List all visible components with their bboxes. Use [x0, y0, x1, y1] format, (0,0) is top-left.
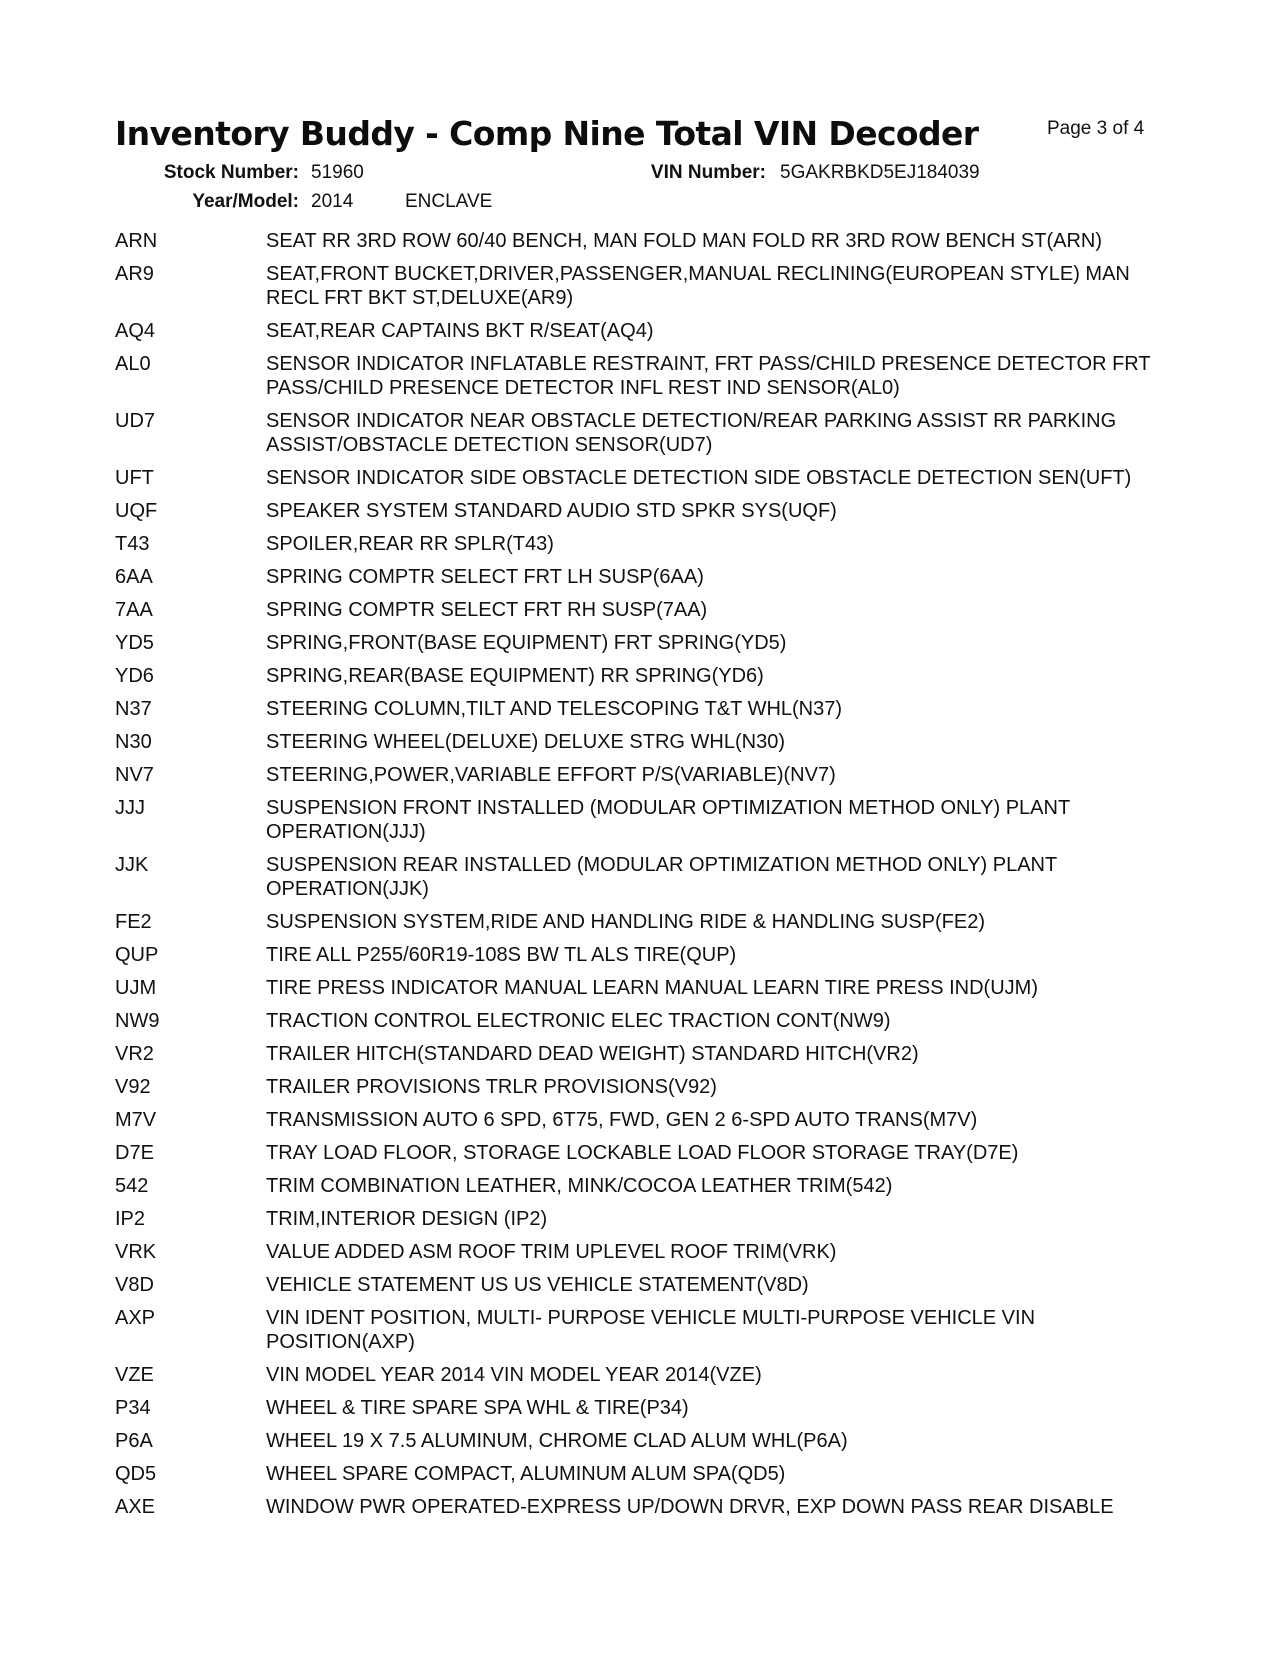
- option-row: [115, 499, 1165, 523]
- option-description: SUSPENSION FRONT INSTALLED (MODULAR OPTIMIZATION METHOD ONLY) PLANT OPERATION(JJJ): [266, 797, 1070, 843]
- option-row: [115, 796, 1165, 844]
- option-description: WINDOW PWR OPERATED-EXPRESS UP/DOWN DRVR, EXP DOWN PASS REAR DISABLE: [266, 1496, 1114, 1518]
- option-row: [115, 352, 1165, 400]
- option-code: QD5: [115, 1463, 157, 1485]
- stock-number-value: 51960: [311, 162, 364, 183]
- option-description: TRANSMISSION AUTO 6 SPD, 6T75, FWD, GEN 2 6-SPD AUTO TRANS(M7V): [266, 1109, 978, 1131]
- option-row: [115, 730, 1165, 754]
- year-model-label: Year/Model:: [192, 191, 299, 212]
- option-code: AQ4: [115, 320, 156, 342]
- option-description: TRIM COMBINATION LEATHER, MINK/COCOA LEATHER TRIM(542): [266, 1175, 893, 1197]
- option-code: AXP: [115, 1307, 156, 1329]
- option-code: AXE: [115, 1496, 156, 1518]
- option-description: STEERING,POWER,VARIABLE EFFORT P/S(VARIABLE)(NV7): [266, 764, 836, 786]
- vin-number-value: 5GAKRBKD5EJ184039: [780, 162, 980, 183]
- option-row: [115, 229, 1165, 253]
- option-description: SEAT,REAR CAPTAINS BKT R/SEAT(AQ4): [266, 320, 654, 342]
- option-description: TRAILER HITCH(STANDARD DEAD WEIGHT) STANDARD HITCH(VR2): [266, 1043, 919, 1065]
- stock-number-label: Stock Number:: [163, 162, 299, 183]
- option-code: UFT: [115, 467, 154, 489]
- option-row: [115, 697, 1165, 721]
- option-description: VIN IDENT POSITION, MULTI- PURPOSE VEHICLE MULTI-PURPOSE VEHICLE VIN POSITION(AXP): [266, 1307, 1036, 1353]
- option-row: [115, 1174, 1165, 1198]
- option-code: FE2: [115, 911, 152, 933]
- option-description: VIN MODEL YEAR 2014 VIN MODEL YEAR 2014(VZE): [266, 1364, 762, 1386]
- option-description: TRAILER PROVISIONS TRLR PROVISIONS(V92): [266, 1076, 717, 1098]
- option-code: D7E: [115, 1142, 154, 1164]
- option-row: [115, 976, 1165, 1000]
- option-description: WHEEL & TIRE SPARE SPA WHL & TIRE(P34): [266, 1397, 689, 1419]
- option-code: VZE: [115, 1364, 154, 1386]
- option-description: TRAY LOAD FLOOR, STORAGE LOCKABLE LOAD FLOOR STORAGE TRAY(D7E): [266, 1142, 1019, 1164]
- option-code-list: [115, 229, 1165, 1537]
- option-description: TIRE ALL P255/60R19-108S BW TL ALS TIRE(QUP): [266, 944, 737, 966]
- option-description: VEHICLE STATEMENT US US VEHICLE STATEMENT(V8D): [266, 1274, 809, 1296]
- option-code: YD6: [115, 665, 154, 687]
- option-row: [115, 1495, 1165, 1519]
- option-code: V8D: [115, 1274, 154, 1296]
- option-description: WHEEL SPARE COMPACT, ALUMINUM ALUM SPA(QD5): [266, 1463, 786, 1485]
- option-row: [115, 1009, 1165, 1033]
- option-description: SPRING COMPTR SELECT FRT RH SUSP(7AA): [266, 599, 708, 621]
- option-row: [115, 1240, 1165, 1264]
- option-row: [115, 565, 1165, 589]
- option-code: YD5: [115, 632, 154, 654]
- option-description: SEAT RR 3RD ROW 60/40 BENCH, MAN FOLD MAN FOLD RR 3RD ROW BENCH ST(ARN): [266, 230, 1103, 252]
- option-code: VR2: [115, 1043, 154, 1065]
- option-row: [115, 409, 1165, 457]
- option-code: AL0: [115, 353, 151, 375]
- option-code: P34: [115, 1397, 151, 1419]
- option-row: [115, 262, 1165, 310]
- option-description: STEERING WHEEL(DELUXE) DELUXE STRG WHL(N30): [266, 731, 785, 753]
- option-code: 6AA: [115, 566, 153, 588]
- option-row: [115, 1363, 1165, 1387]
- option-description: SENSOR INDICATOR INFLATABLE RESTRAINT, FRT PASS/CHILD PRESENCE DETECTOR FRT PASS/CHILD PRESENCE DETECTOR INFL REST IND SENSOR(AL0): [266, 353, 1151, 399]
- option-code: P6A: [115, 1430, 153, 1452]
- option-code: QUP: [115, 944, 159, 966]
- option-description: SEAT,FRONT BUCKET,DRIVER,PASSENGER,MANUAL RECLINING(EUROPEAN STYLE) MAN RECL FRT BKT ST,DELUXE(AR9): [266, 263, 1130, 309]
- option-description: SPRING,REAR(BASE EQUIPMENT) RR SPRING(YD6): [266, 665, 764, 687]
- option-row: [115, 910, 1165, 934]
- option-row: [115, 319, 1165, 343]
- option-code: NW9: [115, 1010, 160, 1032]
- option-code: JJJ: [115, 797, 145, 819]
- option-row: [115, 853, 1165, 901]
- option-code: NV7: [115, 764, 154, 786]
- option-code: 7AA: [115, 599, 153, 621]
- option-code: ARN: [115, 230, 158, 252]
- option-row: [115, 598, 1165, 622]
- vin-number-label: VIN Number:: [650, 162, 766, 183]
- option-code: VRK: [115, 1241, 157, 1263]
- option-description: SPEAKER SYSTEM STANDARD AUDIO STD SPKR SYS(UQF): [266, 500, 837, 522]
- option-row: [115, 466, 1165, 490]
- option-description: SENSOR INDICATOR SIDE OBSTACLE DETECTION SIDE OBSTACLE DETECTION SEN(UFT): [266, 467, 1132, 489]
- option-row: [115, 1306, 1165, 1354]
- year-value: 2014: [311, 191, 354, 212]
- option-code: V92: [115, 1076, 151, 1098]
- option-row: [115, 1273, 1165, 1297]
- option-code: N30: [115, 731, 152, 753]
- option-description: SPRING COMPTR SELECT FRT LH SUSP(6AA): [266, 566, 704, 588]
- option-code: IP2: [115, 1208, 146, 1230]
- option-description: SUSPENSION SYSTEM,RIDE AND HANDLING RIDE & HANDLING SUSP(FE2): [266, 911, 986, 933]
- option-code: JJK: [115, 854, 149, 876]
- option-code: UJM: [115, 977, 157, 999]
- option-description: SPOILER,REAR RR SPLR(T43): [266, 533, 554, 555]
- option-row: [115, 1108, 1165, 1132]
- option-row: [115, 1141, 1165, 1165]
- option-row: [115, 1429, 1165, 1453]
- option-description: TRIM,INTERIOR DESIGN (IP2): [266, 1208, 548, 1230]
- option-description: SUSPENSION REAR INSTALLED (MODULAR OPTIMIZATION METHOD ONLY) PLANT OPERATION(JJK): [266, 854, 1057, 900]
- option-description: VALUE ADDED ASM ROOF TRIM UPLEVEL ROOF TRIM(VRK): [266, 1241, 837, 1263]
- option-row: [115, 1075, 1165, 1099]
- option-row: [115, 1462, 1165, 1486]
- option-description: SPRING,FRONT(BASE EQUIPMENT) FRT SPRING(YD5): [266, 632, 787, 654]
- option-code: AR9: [115, 263, 154, 285]
- option-description: STEERING COLUMN,TILT AND TELESCOPING T&T WHL(N37): [266, 698, 843, 720]
- option-row: [115, 1042, 1165, 1066]
- option-code: 542: [115, 1175, 149, 1197]
- option-row: [115, 943, 1165, 967]
- option-row: [115, 1207, 1165, 1231]
- option-row: [115, 763, 1165, 787]
- page-number: Page 3 of 4: [1047, 118, 1145, 139]
- option-code: M7V: [115, 1109, 157, 1131]
- option-code: T43: [115, 533, 150, 555]
- option-description: SENSOR INDICATOR NEAR OBSTACLE DETECTION/REAR PARKING ASSIST RR PARKING ASSIST/OBSTACLE DETECTION SENSOR(UD7): [266, 410, 1117, 456]
- option-description: TRACTION CONTROL ELECTRONIC ELEC TRACTION CONT(NW9): [266, 1010, 891, 1032]
- option-row: [115, 664, 1165, 688]
- option-row: [115, 631, 1165, 655]
- model-value: ENCLAVE: [405, 191, 493, 212]
- option-code: N37: [115, 698, 152, 720]
- option-description: TIRE PRESS INDICATOR MANUAL LEARN MANUAL LEARN TIRE PRESS IND(UJM): [266, 977, 1038, 999]
- page-title: Inventory Buddy - Comp Nine Total VIN Decoder: [115, 114, 979, 153]
- option-description: WHEEL 19 X 7.5 ALUMINUM, CHROME CLAD ALUM WHL(P6A): [266, 1430, 848, 1452]
- option-row: [115, 1396, 1165, 1420]
- option-row: [115, 532, 1165, 556]
- option-code: UD7: [115, 410, 156, 432]
- option-code: UQF: [115, 500, 158, 522]
